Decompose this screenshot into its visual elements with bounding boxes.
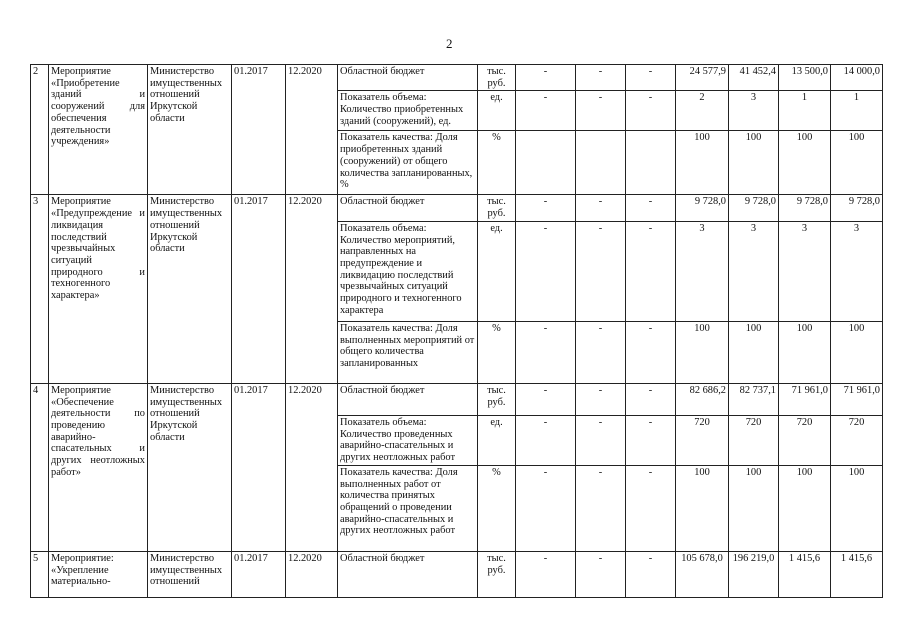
value-cell: - [576, 65, 626, 91]
value-cell: 82 737,1 [729, 383, 779, 415]
value-cell: 1 415,6 [779, 551, 831, 597]
end-date: 12.2020 [286, 195, 338, 383]
value-cell: - [576, 321, 626, 383]
value-cell: 100 [676, 465, 729, 551]
row-number: 4 [31, 383, 49, 551]
value-cell: - [576, 221, 626, 321]
value-cell: - [516, 221, 576, 321]
unit: % [478, 321, 516, 383]
value-cell: 100 [831, 321, 883, 383]
value-cell: - [516, 195, 576, 221]
value-cell: 720 [676, 415, 729, 465]
indicator: Показатель качества: Доля выполненных мероприятий от общего количества запланированных [338, 321, 478, 383]
table-row [31, 195, 883, 221]
value-cell: 100 [676, 321, 729, 383]
value-cell: - [576, 383, 626, 415]
indicator: Показатель объема: Количество приобретенных зданий (сооружений), ед. [338, 91, 478, 131]
row-number: 3 [31, 195, 49, 383]
value-cell: - [516, 551, 576, 597]
value-cell: - [626, 383, 676, 415]
value-cell: 100 [729, 465, 779, 551]
value-cell: 1 415,6 [831, 551, 883, 597]
value-cell: 3 [779, 221, 831, 321]
value-cell [626, 131, 676, 195]
indicator: Показатель объема: Количество проведенных аварийно-спасательных и других неотложных работ [338, 415, 478, 465]
value-cell: 71 961,0 [779, 383, 831, 415]
value-cell: 100 [729, 321, 779, 383]
value-cell: - [626, 415, 676, 465]
end-date: 12.2020 [286, 551, 338, 597]
start-date: 01.2017 [232, 65, 286, 195]
executor: Министерство имущественных отношений Иркутской области [148, 383, 232, 551]
unit: тыс. руб. [478, 383, 516, 415]
indicator: Показатель качества: Доля приобретенных зданий (сооружений) от общего количества запланированных, % [338, 131, 478, 195]
unit: % [478, 131, 516, 195]
unit: тыс. руб. [478, 65, 516, 91]
program-measures-table [30, 64, 883, 598]
value-cell: - [626, 65, 676, 91]
unit: ед. [478, 415, 516, 465]
value-cell: 100 [729, 131, 779, 195]
table-row [31, 551, 883, 597]
value-cell: 3 [729, 91, 779, 131]
indicator: Областной бюджет [338, 383, 478, 415]
value-cell: - [626, 221, 676, 321]
end-date: 12.2020 [286, 383, 338, 551]
value-cell: 2 [676, 91, 729, 131]
table-row [31, 65, 883, 91]
measure-name: Мероприятие «Обеспечение деятельности по проведению аварийно-спасательных и других неотложных работ» [49, 383, 148, 551]
value-cell: 13 500,0 [779, 65, 831, 91]
value-cell: 100 [779, 321, 831, 383]
indicator: Показатель объема: Количество мероприятий, направленных на предупреждение и ликвидацию последствий чрезвычайных ситуаций природного и техногенного характера [338, 221, 478, 321]
value-cell: 720 [729, 415, 779, 465]
value-cell: 9 728,0 [676, 195, 729, 221]
value-cell: - [576, 551, 626, 597]
value-cell: 1 [831, 91, 883, 131]
page-number: 2 [446, 36, 453, 51]
value-cell: 100 [779, 131, 831, 195]
table-row [31, 383, 883, 415]
value-cell: 9 728,0 [729, 195, 779, 221]
value-cell: - [516, 321, 576, 383]
start-date: 01.2017 [232, 195, 286, 383]
value-cell: - [626, 465, 676, 551]
unit: ед. [478, 221, 516, 321]
unit: ед. [478, 91, 516, 131]
value-cell: - [576, 465, 626, 551]
measure-name: Мероприятие: «Укрепление материально- [49, 551, 148, 597]
indicator: Показатель качества: Доля выполненных работ от количества принятых обращений о проведении аварийно-спасательных и других неотложных работ [338, 465, 478, 551]
unit: тыс. руб. [478, 551, 516, 597]
value-cell: 720 [779, 415, 831, 465]
value-cell: 196 219,0 [729, 551, 779, 597]
unit: % [478, 465, 516, 551]
value-cell: - [626, 91, 676, 131]
start-date: 01.2017 [232, 383, 286, 551]
value-cell [576, 131, 626, 195]
start-date: 01.2017 [232, 551, 286, 597]
value-cell: 82 686,2 [676, 383, 729, 415]
measure-name: Мероприятие «Предупреждение и ликвидация последствий чрезвычайных ситуаций природного и техногенного характера» [49, 195, 148, 383]
value-cell: 41 452,4 [729, 65, 779, 91]
value-cell: - [576, 195, 626, 221]
executor: Министерство имущественных отношений Иркутской области [148, 195, 232, 383]
value-cell: 100 [676, 131, 729, 195]
value-cell [516, 131, 576, 195]
value-cell: 24 577,9 [676, 65, 729, 91]
value-cell: 3 [729, 221, 779, 321]
unit: тыс. руб. [478, 195, 516, 221]
end-date: 12.2020 [286, 65, 338, 195]
value-cell: 105 678,0 [676, 551, 729, 597]
value-cell: 100 [831, 131, 883, 195]
value-cell: 14 000,0 [831, 65, 883, 91]
row-number: 2 [31, 65, 49, 195]
value-cell: - [516, 91, 576, 131]
value-cell: - [626, 551, 676, 597]
value-cell: - [516, 65, 576, 91]
value-cell: - [576, 415, 626, 465]
value-cell: 71 961,0 [831, 383, 883, 415]
row-number: 5 [31, 551, 49, 597]
value-cell: 3 [676, 221, 729, 321]
value-cell: 9 728,0 [779, 195, 831, 221]
value-cell: - [576, 91, 626, 131]
measure-name: Мероприятие «Приобретение зданий и сооружений для обеспечения деятельности учреждения» [49, 65, 148, 195]
value-cell: 100 [831, 465, 883, 551]
indicator: Областной бюджет [338, 195, 478, 221]
value-cell: - [626, 321, 676, 383]
executor: Министерство имущественных отношений Иркутской области [148, 65, 232, 195]
value-cell: - [516, 415, 576, 465]
value-cell: 1 [779, 91, 831, 131]
value-cell: 3 [831, 221, 883, 321]
value-cell: - [626, 195, 676, 221]
value-cell: 100 [779, 465, 831, 551]
value-cell: - [516, 383, 576, 415]
value-cell: 720 [831, 415, 883, 465]
executor: Министерство имущественных отношений [148, 551, 232, 597]
indicator: Областной бюджет [338, 551, 478, 597]
indicator: Областной бюджет [338, 65, 478, 91]
value-cell: - [516, 465, 576, 551]
value-cell: 9 728,0 [831, 195, 883, 221]
